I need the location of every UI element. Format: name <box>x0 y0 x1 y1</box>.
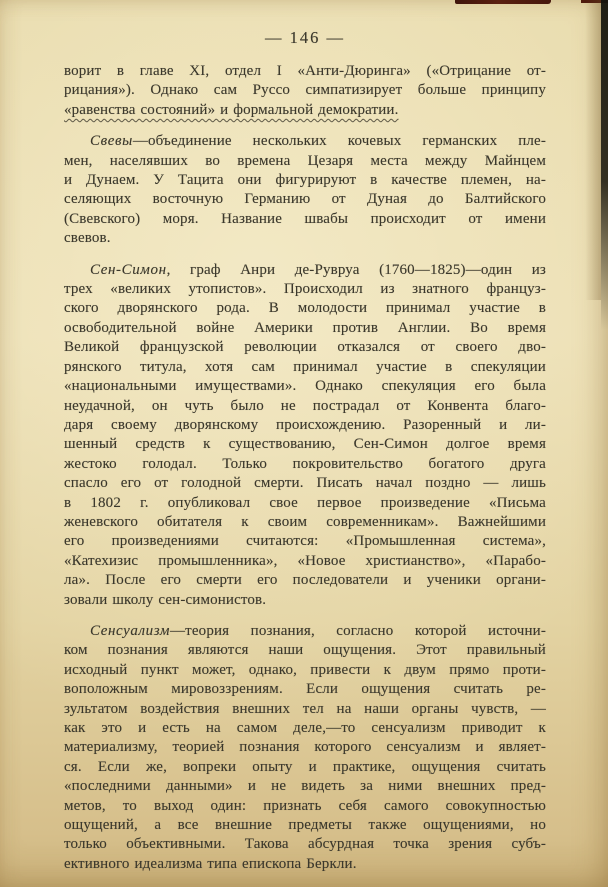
text-segment: «национальными имуществами». Однако спекуляция его была <box>64 378 546 395</box>
text-segment: рянского титула, хотя сам принимал участие в спекуляции <box>64 358 546 375</box>
paragraph-svevy <box>64 132 546 248</box>
text-segment: женевского обитателя к своим современникам». Важнейшими <box>64 513 546 530</box>
text-line <box>64 229 546 248</box>
text-segment: ощущений, а все внешние предметы также ощущениями, но <box>64 817 546 834</box>
text-segment: освободительной войне Америки против Англии. Во время <box>64 319 546 336</box>
text-line <box>64 81 546 100</box>
text-segment: воположным мировоззрениям. Если ощущения считать ре- <box>64 681 546 698</box>
text-segment: рицания»). Однако сам Руссо симпатизирует больше принципу <box>64 82 546 99</box>
text-segment: зультатом воздействия внешних тел на наши органы чувств, — <box>64 700 546 717</box>
text-segment: ла». После его смерти его последователи и ученики органи- <box>64 572 546 589</box>
text-line <box>64 62 546 81</box>
text-line <box>64 835 546 854</box>
text-line <box>64 435 546 454</box>
paragraph-sensualizm <box>64 622 546 874</box>
text-segment: селяющих восточную Германию от Дуная до Балтийского <box>64 191 546 208</box>
text-segment: спасло его от голодной смерти. Писать начал поздно — лишь <box>64 475 546 492</box>
text-line <box>64 797 546 816</box>
text-line <box>64 171 546 190</box>
text-line <box>64 758 546 777</box>
text-segment: исходный пункт может, однако, привести к двум прямо проти- <box>64 661 546 678</box>
text-line <box>64 661 546 680</box>
text-line <box>64 532 546 551</box>
text-line <box>64 455 546 474</box>
text-line <box>64 494 546 513</box>
text-segment: —теория познания, согласно которой источни- <box>170 622 546 639</box>
text-segment: и Дунаем. У Тацита они фигурируют в качестве племен, на- <box>64 172 546 189</box>
text-line <box>64 280 546 299</box>
paragraph-rousseau-continuation <box>64 62 546 120</box>
text-line <box>64 319 546 338</box>
text-segment: его произведениями считаются: «Промышленная система», <box>64 533 546 550</box>
text-line <box>64 777 546 796</box>
text-segment: мен, населявших во времена Цезаря места между Майнцем <box>64 152 546 169</box>
text-segment: в 1802 г. опубликовал свое первое произведение «Письма <box>64 494 546 511</box>
text-segment: шенный средств к существованию, Сен-Симон долгое время <box>64 436 546 453</box>
text-line <box>64 416 546 435</box>
text-line <box>64 591 546 610</box>
paragraph-sen-simon <box>64 261 546 610</box>
text-line <box>64 132 546 151</box>
text-line <box>64 338 546 357</box>
text-segment: зовали школу сен-симонистов. <box>64 591 267 608</box>
text-segment: «последними данными» и не видеть за ними внешних пред- <box>64 778 546 795</box>
text-line <box>64 299 546 318</box>
text-line <box>64 210 546 229</box>
scan-artifact-right-edge-strip <box>601 0 608 330</box>
text-segment: ся. Если же, вопреки опыту и практике, ощущения считать <box>64 758 546 775</box>
entry-term: Сен-Симон <box>90 261 167 278</box>
entry-term: Свевы <box>90 133 133 150</box>
text-segment: трех «великих утопистов». Происходил из знатного француз- <box>64 281 546 298</box>
text-line <box>64 816 546 835</box>
text-line <box>64 571 546 590</box>
text-line <box>64 397 546 416</box>
text-line <box>64 358 546 377</box>
text-line <box>64 190 546 209</box>
text-line <box>64 641 546 660</box>
text-line <box>64 552 546 571</box>
scan-artifact-top-edge <box>455 0 551 4</box>
text-segment: неудачной, он чуть было не пострадал от Конвента благо- <box>64 397 546 414</box>
text-segment: (Свевского) моря. Название швабы происходит от имени <box>64 210 546 227</box>
text-line <box>64 855 546 874</box>
text-line <box>64 101 546 120</box>
text-segment: даря своему дворянскому происхождению. Разоренный и ли- <box>64 416 546 433</box>
text-segment: свевов. <box>64 230 111 247</box>
text-line <box>64 152 546 171</box>
text-line <box>64 700 546 719</box>
pencil-underlined-text: «равенства состояний» и формальной демократии. <box>64 101 399 118</box>
text-segment: —объединение нескольких кочевых германских пле- <box>132 133 546 150</box>
text-segment: ворит в главе XI, отдел I «Анти-Дюринга» («Отрицание от- <box>64 63 546 79</box>
text-line <box>64 622 546 641</box>
text-line <box>64 738 546 757</box>
body-text <box>64 62 546 886</box>
text-line <box>64 680 546 699</box>
page-number: — 146 — <box>265 28 345 47</box>
entry-term: Сенсуализм <box>90 622 171 639</box>
text-line <box>64 261 546 280</box>
text-line <box>64 513 546 532</box>
text-line <box>64 474 546 493</box>
text-segment: жестоко голодал. Только покровительство богатого друга <box>64 455 546 472</box>
text-segment: метов, то выход один: признать себя самого совокупностью <box>64 797 546 814</box>
text-line <box>64 719 546 738</box>
page-edge-shadow <box>585 0 601 300</box>
text-segment: , граф Анри де-Рувруа (1760—1825)—один из <box>166 261 546 278</box>
text-segment: ком познания являются наши ощущения. Этот правильный <box>64 642 546 659</box>
text-line <box>64 377 546 396</box>
text-segment: материализму, теорией познания которого сенсуализм и являет- <box>64 739 546 756</box>
text-segment: только объективными. Такова абсурдная точка зрения субъ- <box>64 836 546 853</box>
text-segment: «Катехизис промышленника», «Новое христианство», «Парабо- <box>64 552 546 569</box>
text-segment: Великой французской революции отказался от своего дво- <box>64 339 546 356</box>
text-segment: ского дворянского рода. В молодости принимал участие в <box>64 300 546 317</box>
text-segment: как это и есть на самом деле,—то сенсуализм приводит к <box>64 720 546 736</box>
text-segment: ективного идеализма типа епископа Беркли. <box>64 855 357 872</box>
